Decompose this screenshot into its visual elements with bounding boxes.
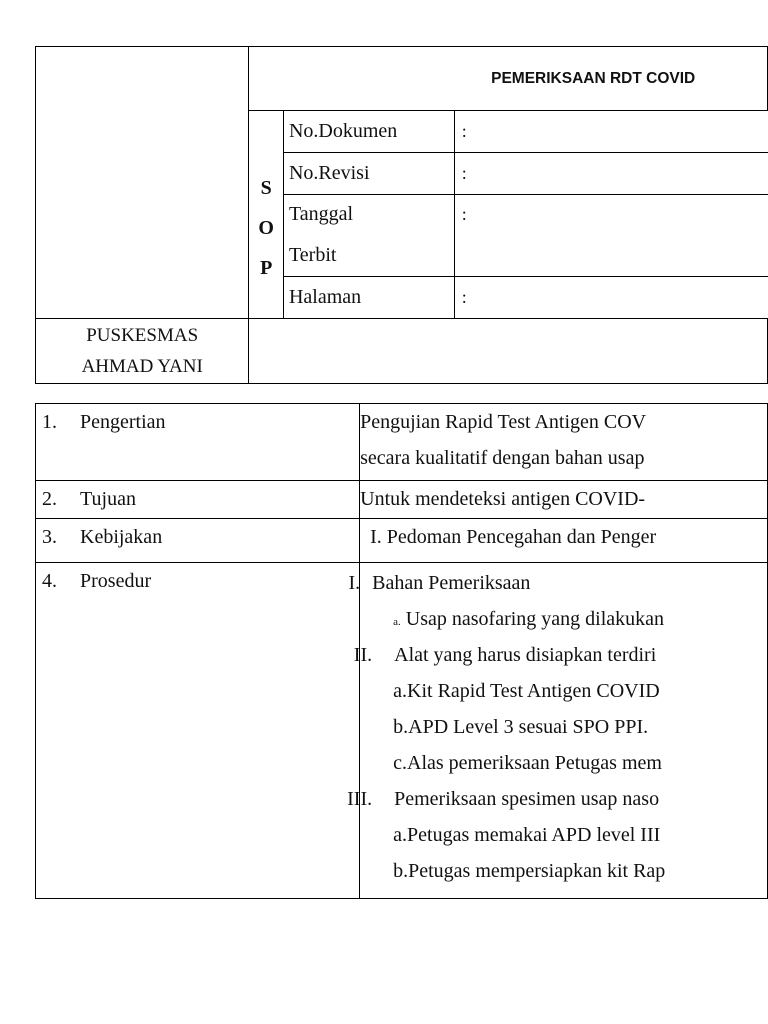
- procedure-substep: b.Petugas mempersiapkan kit Rap: [393, 860, 666, 882]
- procedure-step: I. Bahan Pemeriksaan: [348, 572, 531, 594]
- signature-cell: [249, 319, 768, 384]
- logo-cell: [36, 47, 249, 319]
- organization-name: [36, 319, 249, 384]
- body-line: Untuk mendeteksi antigen COVID-: [360, 488, 646, 510]
- section-body: [360, 481, 768, 519]
- section-number: 3.: [42, 526, 57, 548]
- section-label: Prosedur: [80, 570, 152, 592]
- sop-header-table: [35, 46, 768, 384]
- field-label-no-revisi: No.Revisi: [283, 153, 454, 195]
- procedure-substep: a.Kit Rapid Test Antigen COVID: [393, 680, 660, 702]
- body-line: I. Pedoman Pencegahan dan Penger: [370, 526, 657, 548]
- section-label-cell: [36, 481, 360, 519]
- field-value-terbit-empty: [454, 235, 767, 277]
- procedure-substep: c.Alas pemeriksaan Petugas mem: [393, 752, 662, 774]
- sop-letter-s: S: [260, 177, 272, 199]
- procedure-step: II. Alat yang harus disiapkan terdiri: [353, 644, 657, 666]
- field-label-halaman: Halaman: [283, 277, 454, 319]
- procedure-step: III. Pemeriksaan spesimen usap naso: [347, 788, 660, 810]
- section-number: 2.: [42, 488, 57, 510]
- section-body: [360, 404, 768, 481]
- section-label: Kebijakan: [80, 526, 163, 548]
- field-value-no-dokumen: :: [454, 111, 767, 153]
- sop-content-table: [35, 403, 768, 899]
- procedure-substep: a.Petugas memakai APD level III: [393, 824, 661, 846]
- section-pengertian: [36, 404, 768, 481]
- field-value-no-revisi: :: [454, 153, 767, 195]
- sop-letter-o: O: [258, 217, 274, 239]
- field-value-halaman: :: [454, 277, 767, 319]
- section-body: [347, 563, 768, 899]
- procedure-substep: b.APD Level 3 sesuai SPO PPI.: [393, 716, 649, 738]
- section-label: Pengertian: [80, 411, 166, 433]
- sop-label: [249, 111, 284, 319]
- procedure-substep: a. Usap nasofaring yang dilakukan: [393, 608, 665, 630]
- section-label-cell: [36, 404, 360, 481]
- org-line-1: PUSKESMAS: [86, 325, 199, 346]
- section-number: 1.: [42, 411, 57, 433]
- field-label-no-dokumen: No.Dokumen: [283, 111, 454, 153]
- section-label-cell: [36, 563, 360, 899]
- org-line-2: AHMAD YANI: [81, 356, 203, 377]
- section-prosedur: [36, 563, 768, 899]
- field-label-terbit: Terbit: [283, 235, 454, 277]
- section-kebijakan: [36, 519, 768, 563]
- sop-letter-p: P: [260, 257, 273, 279]
- section-label-cell: [36, 519, 360, 563]
- section-body: [360, 519, 768, 563]
- section-tujuan: [36, 481, 768, 519]
- body-line: secara kualitatif dengan bahan usap: [360, 447, 645, 469]
- document-title: PEMERIKSAAN RDT COVID: [249, 47, 768, 111]
- section-label: Tujuan: [80, 488, 136, 510]
- field-value-tanggal: :: [454, 195, 767, 235]
- field-label-tanggal: Tanggal: [283, 195, 454, 235]
- body-line: Pengujian Rapid Test Antigen COV: [360, 411, 647, 433]
- section-number: 4.: [42, 570, 57, 592]
